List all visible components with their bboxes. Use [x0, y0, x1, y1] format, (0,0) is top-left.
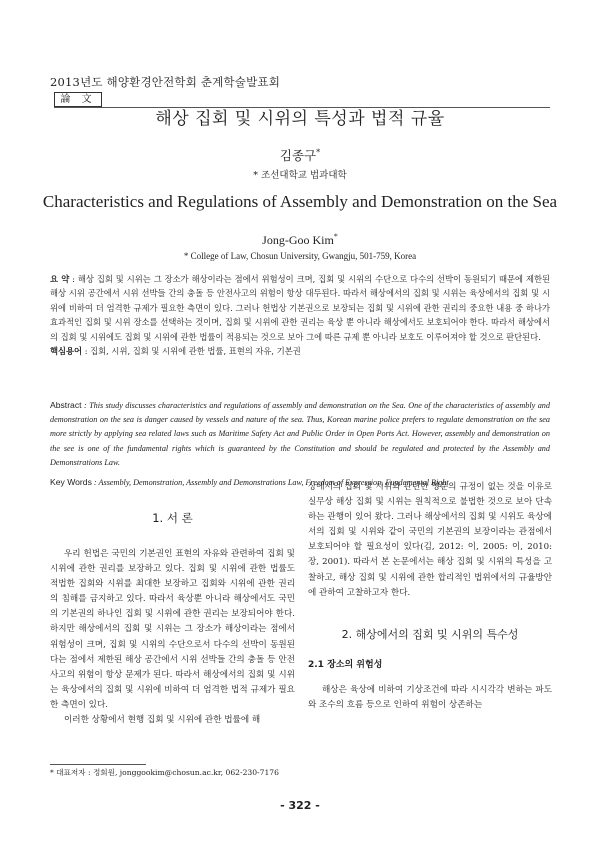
section1-paragraph-2-start: 이러한 상황에서 현행 집회 및 시위에 관한 법률에 해 [64, 715, 261, 726]
page-number: - 322 - [280, 799, 320, 812]
abstract-english-label: Abstract [50, 400, 82, 410]
abstract-korean-label: 요 약 [50, 274, 70, 284]
keywords-english-text: : Assembly, Demonstration, Assembly and Demonstrations Law, Freedom of Expression, Fundamental Right [91, 478, 449, 487]
subsection-2-1-heading: 2.1 장소의 위험성 [308, 659, 383, 670]
conference-header: 2013년도 해양환경안전학회 춘계학술발표회 [50, 75, 281, 89]
keywords-korean-label: 핵심용어 [50, 346, 83, 356]
author-name-english: Jong-Goo Kim [262, 233, 334, 247]
article-type-tag: 論 文 [54, 92, 102, 107]
author-mark-en: * [333, 232, 338, 241]
section2-heading: 2. 해상에서의 집회 및 시위의 특수성 [341, 627, 519, 641]
affiliation-korean: * 조선대학교 법과대학 [253, 170, 347, 181]
author-mark: * [316, 147, 321, 157]
abstract-korean [50, 272, 550, 344]
keywords-korean-text: : 집회, 시위, 집회 및 시위에 관한 법률, 표현의 자유, 기본권 [82, 346, 301, 356]
abstract-korean-text: : 해상 집회 및 시위는 그 장소가 해상이라는 점에서 위험성이 크며, 집회 및 시위의 수단으로 다수의 선박이 동원되기 때문에 제한된 해상 시위 공간에서 시위 선박들 간의 충돌 등 안전사고의 위험이 항상 대두된다. 따라서 해상에서의 집회 및 시위는 육상에서의 집회 및 시위에 비하여 더 엄격한 규제가 필요한 측면이 있다. 그러나 헌법상 기본권으로 보장되는 집회 및 시위에 관한 권리의 중요한 내용 중 하나가 효과적인 집회 및 시위 장소를 선택하는 것이며, 집회 및 시위에 관한 권리는 육상 뿐 아니라 해상에서도 보호되어야 한다. 따라서 해상에서의 집회 및 시위에도 집회 및 시위에 관한 법률이 적용되는 것으로 보아 그에 따른 규제 뿐 아니라 보호도 이루어져야 할 것으로 판단된다. [50, 274, 551, 342]
affiliation-english: * College of Law, Chosun University, Gwangju, 501-759, Korea [183, 251, 417, 261]
footnote-rule [50, 764, 146, 765]
author-english [0, 232, 600, 248]
section2-paragraph-1: 해상은 육상에 비하여 기상조건에 따라 시시각각 변하는 파도와 조수의 흐름 등으로 인하여 위험이 상존하는 [308, 684, 552, 711]
section1-heading-wrap [50, 510, 295, 544]
abstract-english [50, 398, 550, 470]
author-name-korean: 김종구 [279, 148, 317, 163]
left-column [50, 547, 295, 728]
author-korean [0, 146, 600, 164]
title-english: Characteristics and Regulations of Assembly and Demonstration on the Sea [42, 192, 558, 211]
footnote: * 대표저자 : 정회원, jonggookim@chosun.ac.kr, 062-230-7176 [50, 768, 279, 777]
keywords-korean [50, 344, 550, 358]
right-column [308, 480, 552, 713]
abstract-english-text: : This study discusses characteristics and regulations of assembly and demonstration on the Sea. One of the characteristics of assembly and demonstration on the sea is danger caused by vessels and nature of the sea. Thus, Korean marine police prefers to regulate demonstration on the sea more strictly by applying sea related laws such as Maritime Safety Act and Public Order in Open Ports Act. However, assembly and demonstration on the see is one of the fundamental rights which is guaranteed by the Constitution and should be regulated and protected by the Assembly and Demonstrations Law. [50, 401, 550, 467]
title-korean: 해상 집회 및 시위의 특성과 법적 규율 [155, 109, 445, 129]
section1-paragraph-2-continued: 상에서의 집회 및 시위와 관련한 명문의 규정이 없는 것을 이유로 실무상 해상 집회 및 시위는 원칙적으로 불법한 것으로 보아 단속하는 관행이 있어 왔다. 그러나 해상에서의 집회 및 시위도 육상에서의 집회 및 시위와 같이 국민의 기본권의 보장이라는 관점에서 보호되어야 할 필요성이 있다(김, 2012: 이, 2005: 이, 2010: 장, 2001). 따라서 본 논문에서는 해상 집회 및 시위의 특성을 고찰하고, 해상 집회 및 시위에 관한 합리적인 법위에서의 규율방안에 관하여 고찰하고자 한다. [308, 482, 552, 598]
section1-paragraph-1: 우리 헌법은 국민의 기본권인 표현의 자유와 관련하여 집회 및 시위에 관한 권리를 보장하고 있다. 집회 및 시위에 관한 법률도 적법한 집회와 시위를 최대한 보장하고 집회와 시위에 관한 권리의 침해를 금지하고 있다. 따라서 육상뿐 아니라 해상에서도 국민의 기본권의 하나인 집회 및 시위에 관한 권리는 보장되어야 한다. 하지만 해상에서의 집회 및 시위는 그 장소가 해상이라는 점에서 위험성이 크며, 집회 및 시위의 수단으로서 다수의 선박이 동원된다는 점에서 제한된 해상 공간에서 시위 선박들 간의 충돌 등 안전사고의 위험이 항상 문제가 된다. 따라서 해상에서의 집회 및 시위는 육상에서의 집회 및 시위에 비하여 더 엄격한 법적 규제가 필요한 측면이 있다. [50, 549, 295, 710]
keywords-english-label: Key Words [50, 477, 92, 487]
section1-heading: 1. 서 론 [152, 511, 193, 525]
